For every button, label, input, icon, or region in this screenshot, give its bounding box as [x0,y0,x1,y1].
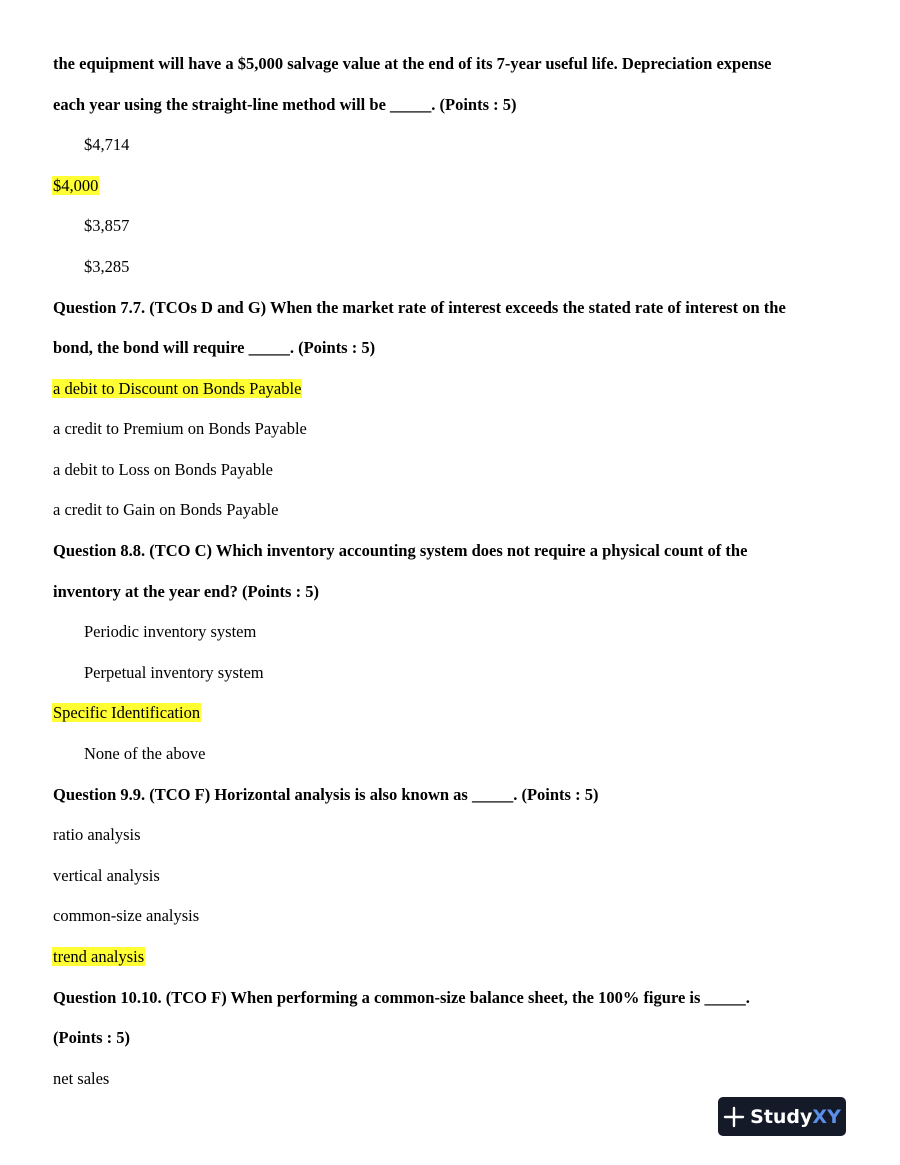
answer-option: common-size analysis [53,906,200,925]
answer-option: $4,714 [84,135,130,154]
question-7-text-line-2: bond, the bond will require _____. (Points : 5) [53,338,376,357]
answer-option: Periodic inventory system [84,622,257,641]
answer-option: $3,857 [84,216,130,235]
question-9-text: Question 9.9. (TCO F) Horizontal analysis is also known as _____. (Points : 5) [53,785,599,804]
logo-text-main: Study [750,1105,813,1128]
plus-icon [723,1106,745,1128]
question-6-text-line-1: the equipment will have a $5,000 salvage value at the end of its 7-year useful life. Depreciation expense [53,54,772,73]
answer-option: ratio analysis [53,825,141,844]
answer-option: vertical analysis [53,866,160,885]
question-8-text-line-2: inventory at the year end? (Points : 5) [53,582,319,601]
question-8-text-line-1: Question 8.8. (TCO C) Which inventory accounting system does not require a physical count of the [53,541,748,560]
logo-text-accent: XY [812,1105,841,1128]
question-6-text-line-2: each year using the straight-line method will be _____. (Points : 5) [53,95,517,114]
logo-wordmark [750,1106,841,1128]
answer-option: a credit to Gain on Bonds Payable [53,500,279,519]
question-10-text-line-1: Question 10.10. (TCO F) When performing a common-size balance sheet, the 100% figure is _____. [53,988,750,1007]
answer-option-correct [53,702,201,724]
question-7-text-line-1: Question 7.7. (TCOs D and G) When the market rate of interest exceeds the stated rate of interest on the [53,298,786,317]
answer-option: None of the above [84,744,206,763]
answer-option: Perpetual inventory system [84,663,264,682]
answer-option: net sales [53,1069,110,1088]
question-10-text-line-2: (Points : 5) [53,1028,130,1047]
answer-option-correct [53,946,145,968]
answer-option: a debit to Loss on Bonds Payable [53,460,273,479]
answer-option-correct [53,175,99,197]
answer-option: $3,285 [84,257,130,276]
answer-option-correct [53,378,302,400]
answer-option: a credit to Premium on Bonds Payable [53,419,307,438]
highlighted-answer: a debit to Discount on Bonds Payable [53,379,302,398]
highlighted-answer: $4,000 [53,176,99,195]
studyxy-logo [718,1097,846,1136]
highlighted-answer: Specific Identification [53,703,201,722]
highlighted-answer: trend analysis [53,947,145,966]
